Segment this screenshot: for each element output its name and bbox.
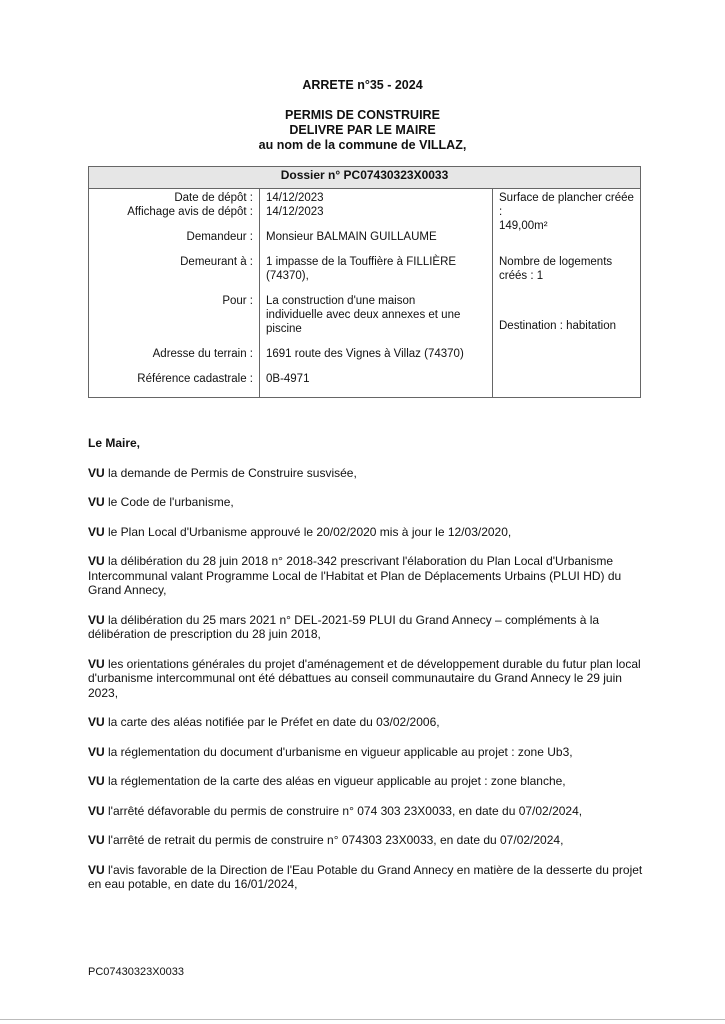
date-depot-label: Date de dépôt : (174, 192, 253, 204)
surface-value: 149,00m² (499, 220, 548, 232)
vu-keyword: VU (88, 715, 105, 729)
adresse-label: Adresse du terrain : (152, 348, 253, 360)
document-title (0, 108, 725, 153)
vu-keyword: VU (88, 465, 105, 480)
vu-keyword: VU (88, 656, 105, 671)
date-depot-value: 14/12/2023 (266, 192, 324, 204)
vu-paragraph (88, 466, 648, 481)
demeurant-label: Demeurant à : (180, 256, 253, 268)
vu-paragraph (88, 554, 648, 598)
le-maire-heading: Le Maire, (88, 436, 141, 450)
page-bottom-rule (0, 1019, 725, 1020)
vu-paragraph (88, 833, 648, 848)
considerations-body (88, 436, 648, 907)
pour-value-1: La construction d'une maison (266, 295, 416, 307)
vu-paragraph (88, 715, 648, 730)
vu-text: les orientations générales du projet d'aménagement et de développement durable du futur plan local d'urbanisme intercommunal ont été débattues au conseil communautaire du Grand Annecy le 29 juin 2023, (88, 656, 641, 700)
vu-keyword: VU (88, 862, 105, 877)
destination-value: Destination : habitation (499, 320, 616, 332)
dossier-table (88, 166, 641, 398)
vu-list (88, 466, 648, 892)
vu-keyword: VU (88, 612, 105, 627)
vu-text: la carte des aléas notifiée par le Préfet en date du 03/02/2006, (104, 715, 440, 729)
vu-text: la délibération du 28 juin 2018 n° 2018-342 prescrivant l'élaboration du Plan Local d'Urbanisme Intercommunal valant Programme Local de l'Habitat et Plan de Déplacements Urbains (PLUI HD) du Grand Annecy, (88, 554, 622, 597)
demeurant-value-1: 1 impasse de la Touffière à FILLIÈRE (266, 256, 457, 268)
vu-paragraph (88, 804, 648, 819)
vu-text: l'arrêté défavorable du permis de construire n° 074 303 23X0033, en date du 07/02/2024, (104, 803, 583, 818)
vu-keyword: VU (88, 833, 105, 847)
vu-text: le Code de l'urbanisme, (104, 495, 234, 509)
demandeur-label: Demandeur : (186, 231, 253, 243)
vu-text: la réglementation du document d'urbanisme en vigueur applicable au projet : zone Ub3, (104, 744, 573, 759)
pour-value-2: individuelle avec deux annexes et une (266, 309, 461, 321)
vu-text: la demande de Permis de Construire susvisée, (104, 465, 357, 480)
affichage-label: Affichage avis de dépôt : (127, 206, 253, 218)
values-column (260, 189, 493, 398)
vu-paragraph (88, 863, 648, 892)
title-line-3: au nom de la commune de VILLAZ, (258, 138, 467, 152)
vu-keyword: VU (88, 524, 105, 539)
vu-keyword: VU (88, 803, 105, 818)
vu-paragraph (88, 495, 648, 510)
vu-paragraph (88, 745, 648, 760)
vu-keyword: VU (88, 495, 105, 509)
pour-label: Pour : (222, 295, 253, 307)
affichage-value: 14/12/2023 (266, 206, 324, 218)
vu-paragraph (88, 613, 648, 642)
vu-paragraph (88, 525, 648, 540)
logements-value: Nombre de logements créés : 1 (499, 256, 613, 282)
pour-value-3: piscine (266, 323, 302, 335)
vu-text: la délibération du 25 mars 2021 n° DEL-2021-59 PLUI du Grand Annecy – compléments à la délibération de prescription du 28 juin 2018, (88, 612, 600, 641)
vu-keyword: VU (88, 744, 105, 759)
vu-text: l'arrêté de retrait du permis de construire n° 074303 23X0033, en date du 07/02/2024, (104, 833, 564, 847)
adresse-value: 1691 route des Vignes à Villaz (74370) (266, 348, 464, 360)
vu-text: le Plan Local d'Urbanisme approuvé le 20/02/2020 mis à jour le 12/03/2020, (104, 524, 512, 539)
info-column (493, 189, 641, 398)
vu-keyword: VU (88, 774, 105, 788)
demeurant-value-2: (74370), (266, 270, 309, 282)
demandeur-value: Monsieur BALMAIN GUILLAUME (266, 231, 437, 243)
arrete-number: ARRETE n°35 - 2024 (302, 78, 423, 92)
vu-text: l'avis favorable de la Direction de l'Eau Potable du Grand Annecy en matière de la desserte du projet en eau potable, en date du 16/01/2024, (88, 862, 643, 891)
footer-reference: PC07430323X0033 (88, 966, 185, 978)
vu-keyword: VU (88, 554, 105, 568)
reference-label: Référence cadastrale : (137, 373, 253, 385)
vu-text: la réglementation de la carte des aléas en vigueur applicable au projet : zone blanche, (104, 774, 566, 788)
labels-column (89, 189, 260, 398)
title-line-1: PERMIS DE CONSTRUIRE (285, 108, 440, 122)
vu-paragraph (88, 774, 648, 789)
vu-paragraph (88, 657, 648, 701)
title-line-2: DELIVRE PAR LE MAIRE (289, 123, 436, 137)
surface-label: Surface de plancher créée : (499, 192, 634, 218)
dossier-title: Dossier n° PC07430323X0033 (89, 167, 641, 189)
reference-value: 0B-4971 (266, 373, 310, 385)
